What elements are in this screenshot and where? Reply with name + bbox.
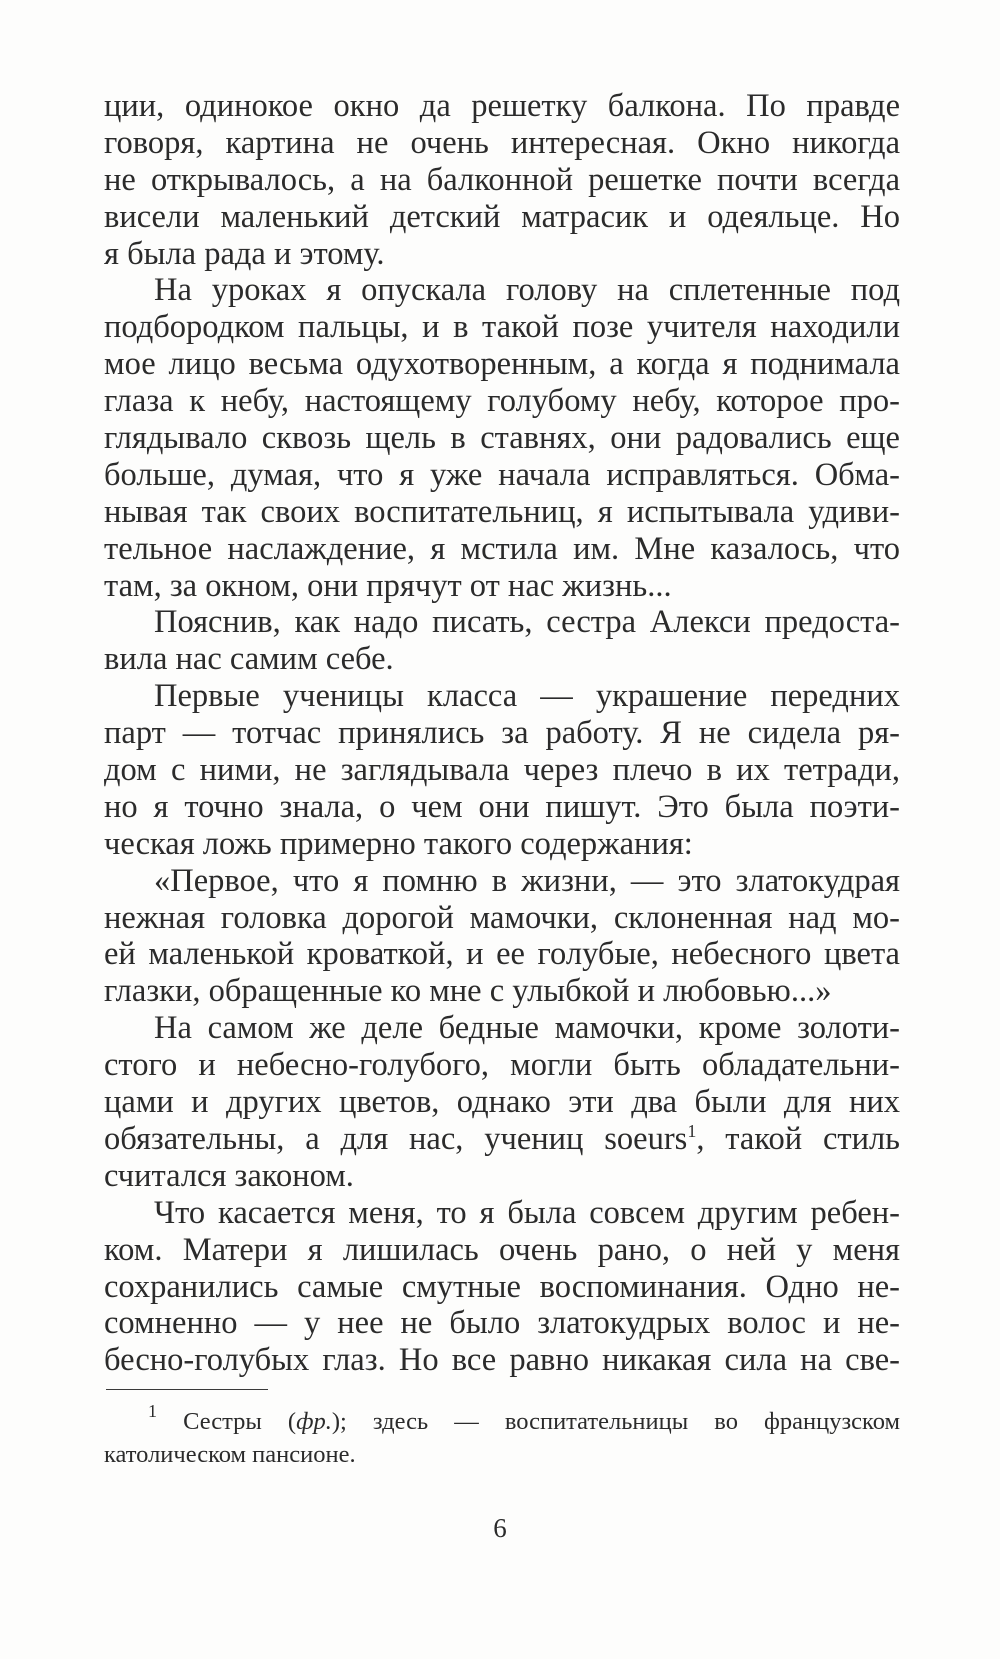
main-text <box>104 88 900 1379</box>
paragraph <box>104 1195 900 1379</box>
text-line: я была рада и этому. <box>104 235 385 272</box>
text-line: ком. Матери я лишилась очень рано, о ней у меня <box>104 1231 900 1268</box>
text-line: говоря, картина не очень интересная. Окно никогда <box>104 124 900 161</box>
text-line: ческая ложь примерно такого содержания: <box>104 825 693 862</box>
text-line: цами и других цветов, однако эти два были для них <box>104 1084 900 1121</box>
paragraph <box>104 272 900 604</box>
text-line: там, за окном, они прячут от нас жизнь... <box>104 567 672 604</box>
text-line: нывая так своих воспитательниц, я испытывала удиви- <box>104 493 900 530</box>
paragraph <box>104 88 900 272</box>
footnote-reference[interactable]: 1 <box>687 1120 697 1141</box>
text-line: нежная головка дорогой мамочки, склоненная над мо- <box>104 899 900 936</box>
text-fragment: , такой стиль <box>696 1120 901 1157</box>
paragraph <box>104 1010 900 1194</box>
text-line: ции, одинокое окно да решетку балкона. По правде <box>104 88 900 124</box>
text-line: Первые ученицы класса — украшение передних <box>154 678 900 715</box>
text-line: сомненно — у нее не было златокудрых волос и не- <box>104 1305 900 1342</box>
page-number: 6 <box>493 1513 507 1543</box>
text-line: дом с ними, не заглядывала через плечо в их тетради, <box>104 752 900 789</box>
text-line-with-footnote <box>104 1121 900 1158</box>
text-line: Пояснив, как надо писать, сестра Алекси предоста- <box>154 604 900 641</box>
footnote-line <box>104 1401 900 1438</box>
text-line: парт — тотчас принялись за работу. Я не сидела ря- <box>104 715 900 752</box>
footnote <box>104 1401 900 1471</box>
text-line: вила нас самим себе. <box>104 641 394 678</box>
footnote-divider <box>106 1389 268 1390</box>
text-line: глядывало сквозь щель в ставнях, они радовались еще <box>104 420 900 457</box>
text-line: На уроках я опускала голову на сплетенные под <box>154 272 900 309</box>
footnote-text: ); здесь — воспитательницы во французском <box>331 1408 900 1435</box>
footnote-text: Сестры ( <box>157 1408 297 1435</box>
text-line: но я точно знала, о чем они пишут. Это была поэти- <box>104 788 900 825</box>
text-line: больше, думая, что я уже начала исправляться. Обма- <box>104 456 900 493</box>
text-line: глаза к небу, настоящему голубому небу, которое про- <box>104 383 900 420</box>
footnote-line: католическом пансионе. <box>104 1441 356 1468</box>
text-line: подбородком пальцы, и в такой позе учителя находили <box>104 309 900 346</box>
text-line: не открывалось, а на балконной решетке почти всегда <box>104 161 900 198</box>
text-line: бесно-голубых глаз. Но все равно никакая сила на све- <box>104 1342 900 1379</box>
text-line: тельное наслаждение, я мстила им. Мне казалось, что <box>104 530 900 567</box>
text-line: мое лицо весьма одухотворенным, а когда я поднимала <box>104 346 900 383</box>
text-fragment: обязательны, а для нас, учениц soeurs <box>104 1120 688 1157</box>
paragraph <box>104 604 900 678</box>
footnote-marker: 1 <box>148 1401 157 1421</box>
text-line: «Первое, что я помню в жизни, — это златокудрая <box>154 862 900 899</box>
text-line: Что касается меня, то я была совсем другим ребен- <box>154 1194 900 1231</box>
text-line: висели маленький детский матрасик и одеяльце. Но <box>104 198 900 235</box>
paragraph <box>104 678 900 862</box>
text-line: стого и небесно-голубого, могли быть обладательни- <box>104 1047 900 1084</box>
text-line: считался законом. <box>104 1157 354 1194</box>
text-line: глазки, обращенные ко мне с улыбкой и любовью...» <box>104 973 832 1010</box>
paragraph-quote <box>104 863 900 1011</box>
text-line: сохранились самые смутные воспоминания. Одно не- <box>104 1268 900 1305</box>
footnote-italic-abbrev: фр. <box>296 1408 332 1435</box>
text-line: На самом же деле бедные мамочки, кроме золоти- <box>154 1010 900 1047</box>
text-line: ей маленькой кроваткой, и ее голубые, небесного цвета <box>104 936 900 973</box>
